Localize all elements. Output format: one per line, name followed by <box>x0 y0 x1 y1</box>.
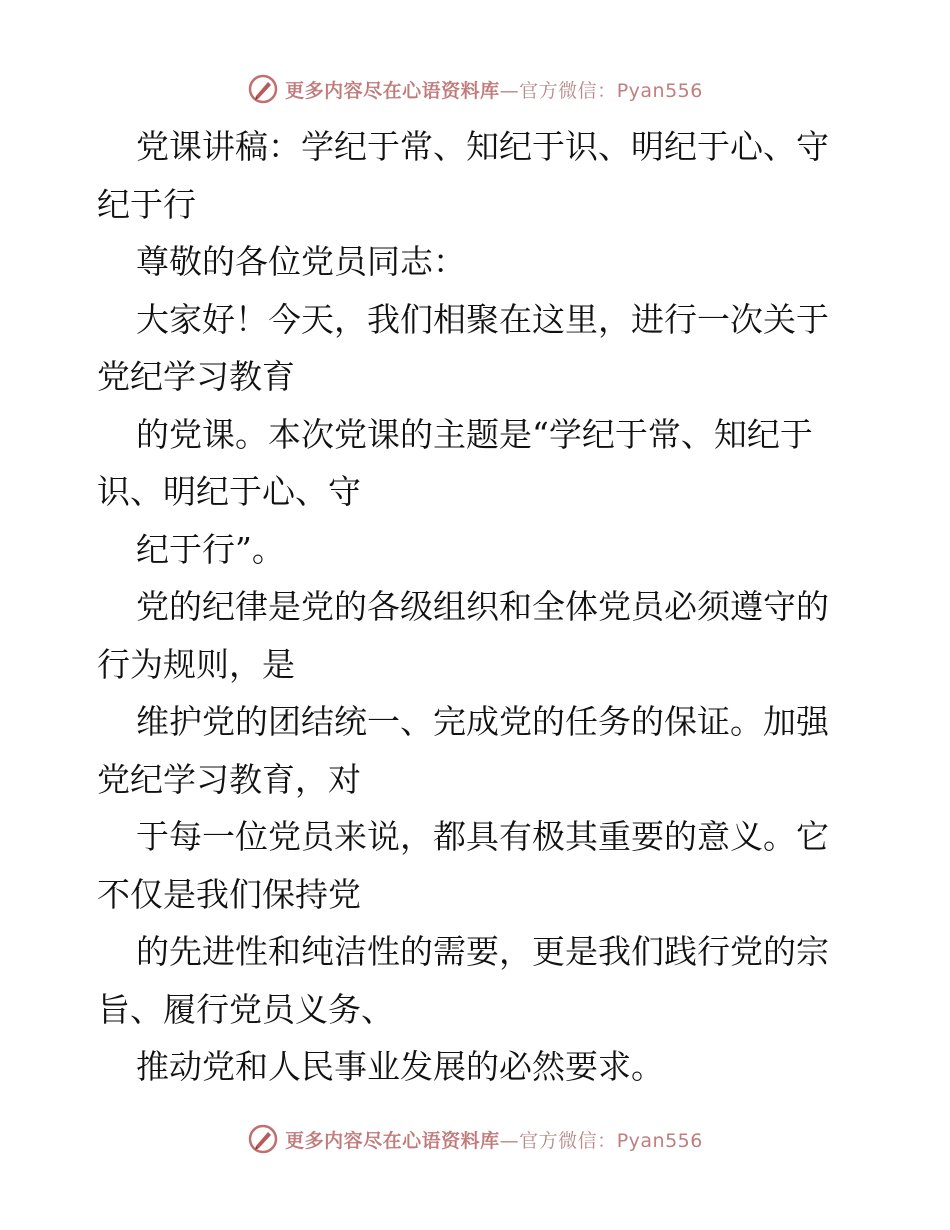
header-watermark <box>0 73 950 105</box>
watermark-main: 更多内容尽在心语资料库 <box>285 79 500 102</box>
watermark-main: 更多内容尽在心语资料库 <box>285 1129 500 1152</box>
watermark-text <box>285 76 703 103</box>
paragraph-line: 维护党的团结统一、完成党的任务的保证。加强 <box>136 702 829 741</box>
paragraph-line: 党纪学习教育，对 <box>97 759 361 799</box>
pen-logo-icon <box>247 1123 279 1155</box>
document-body <box>97 118 857 1096</box>
footer-watermark <box>0 1123 950 1155</box>
watermark-wechat-label: 官方微信： <box>519 1129 617 1152</box>
pen-logo-icon <box>247 73 279 105</box>
watermark-text <box>285 1126 703 1153</box>
paragraph-line: 不仅是我们保持党 <box>97 874 361 914</box>
paragraph-line: 的党课。本次党课的主题是“学纪于常、知纪于 <box>136 414 813 454</box>
watermark-wechat-label: 官方微信： <box>519 79 617 102</box>
paragraph-line: 旨、履行党员义务、 <box>97 989 394 1029</box>
paragraph-line: 党纪学习教育 <box>97 357 295 396</box>
paragraph-line: 推动党和人民事业发展的必然要求。 <box>136 1047 664 1086</box>
paragraph-line: 于每一位党员来说，都具有极其重要的意义。它 <box>136 817 829 856</box>
watermark-wechat-id: Pyan556 <box>616 1129 703 1152</box>
watermark-separator: — <box>499 1129 520 1152</box>
title-line-1: 党课讲稿：学纪于常、知纪于识、明纪于心、守 <box>136 127 829 166</box>
paragraph-line: 行为规则，是 <box>97 644 295 684</box>
watermark-wechat-id: Pyan556 <box>616 79 703 102</box>
paragraph-line: 识、明纪于心、守 <box>97 472 361 511</box>
watermark-separator: — <box>499 79 520 102</box>
paragraph-line: 的先进性和纯洁性的需要，更是我们践行党的宗 <box>136 932 829 971</box>
paragraph-line: 党的纪律是党的各级组织和全体党员必须遵守的 <box>136 587 829 626</box>
title-line-2: 纪于行 <box>97 184 196 224</box>
paragraph-line: 纪于行”。 <box>136 529 285 569</box>
salutation: 尊敬的各位党员同志： <box>136 242 466 281</box>
paragraph-line: 大家好！今天，我们相聚在这里，进行一次关于 <box>136 299 829 339</box>
